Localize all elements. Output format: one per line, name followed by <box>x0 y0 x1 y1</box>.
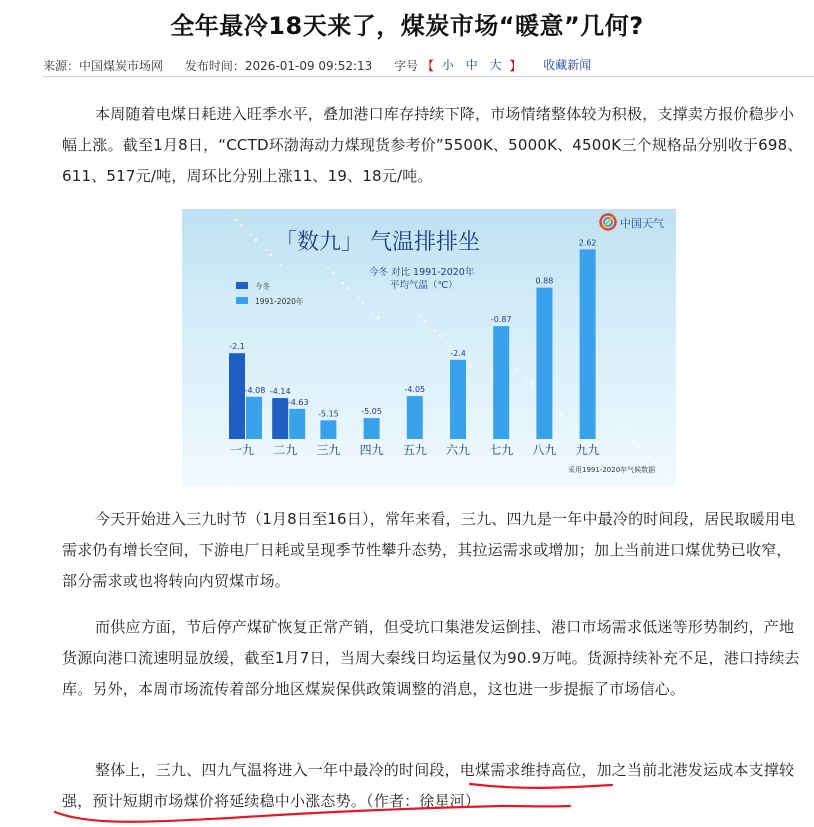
bar-climate-normal <box>450 360 466 439</box>
brand-name: 中国天气 <box>620 217 664 230</box>
snow-speck <box>449 345 451 347</box>
bar-climate-normal <box>407 396 423 439</box>
snow-speck <box>571 423 573 425</box>
bar-climate-normal <box>320 420 336 439</box>
category-label: 八九 <box>532 443 557 457</box>
chart-legend <box>236 281 304 306</box>
snow-speck <box>444 340 445 341</box>
bar-climate-normal <box>493 326 509 439</box>
snow-speck <box>474 370 475 371</box>
snow-speck <box>658 466 659 467</box>
snow-speck <box>372 312 374 314</box>
category-label: 二九 <box>273 443 298 457</box>
snow-speck <box>618 426 620 428</box>
font-size-label: 字号 <box>394 59 419 73</box>
data-label-climate-normal: -4.05 <box>404 385 426 395</box>
chart-title: 「数九」 气温排排坐 <box>275 230 480 255</box>
brand-logo <box>601 215 616 230</box>
snow-speck <box>260 244 261 245</box>
snow-speck <box>633 441 635 443</box>
snow-speck <box>367 307 368 308</box>
snow-speck <box>361 301 364 304</box>
snow-speck <box>239 223 242 226</box>
bracket-open: 【 <box>421 59 434 73</box>
chart-subtitle-line2: 平均气温（℃） <box>390 280 458 291</box>
publish-time: 发布时间：2026-01-09 09:52:13 <box>184 59 373 73</box>
snow-speck <box>322 262 323 263</box>
snow-speck <box>250 234 252 236</box>
font-size-small-link[interactable]: 小 <box>441 58 454 72</box>
snow-speck <box>183 211 184 212</box>
snow-speck <box>515 367 518 370</box>
article-paragraph: 整体上，三九、四九气温将进入一年中最冷的时间段，电煤需求维持高位，加之当前北港发运成本支撑较强，预计短期市场煤价将延续稳中小涨态势。（作者：徐星河） <box>62 761 795 810</box>
snow-speck <box>438 334 441 337</box>
snow-speck <box>235 219 237 221</box>
category-label: 六九 <box>445 443 471 457</box>
article-title: 全年最冷18天来了，煤炭市场“暖意”几何? <box>170 12 644 40</box>
snow-speck <box>265 249 267 251</box>
snow-speck <box>637 445 640 448</box>
snow-speck <box>622 430 625 433</box>
snow-speck <box>429 325 430 326</box>
snow-speck <box>521 373 522 374</box>
data-label-climate-normal: -4.08 <box>244 385 266 395</box>
snow-speck <box>269 253 272 256</box>
snow-speck <box>530 382 533 385</box>
snow-speck <box>419 315 421 317</box>
bookmark-news-link[interactable]: 收藏新闻 <box>543 58 592 72</box>
bar-climate-normal <box>536 288 552 439</box>
article-paragraph: 今天开始进入三九时节（1月8日至16日），常年来看，三九、四九是一年中最冷的时间段，居民取暖用电需求仍有增长空间，下游电厂日耗或呈现季节性攀升态势，其拉运需求或增加；加上当前进口煤优势已收窄，部分需求或也将转向内贸煤市场。 <box>62 510 796 590</box>
category-label: 九九 <box>575 443 600 457</box>
bar-current-winter <box>229 353 245 439</box>
snow-speck <box>560 412 563 415</box>
snow-speck <box>556 408 558 410</box>
snow-speck <box>434 330 436 332</box>
snow-speck <box>423 319 426 322</box>
snow-speck <box>327 267 329 269</box>
snow-speck <box>526 378 528 380</box>
category-label: 七九 <box>489 443 514 457</box>
data-label-climate-normal: -2.4 <box>450 348 466 358</box>
category-label: 三九 <box>316 443 341 457</box>
snow-speck <box>245 229 246 230</box>
snow-speck <box>275 259 276 260</box>
snow-speck <box>342 282 344 284</box>
snow-speck <box>224 478 227 481</box>
snow-speck <box>352 292 353 293</box>
snow-speck <box>357 297 359 299</box>
snow-speck <box>468 364 471 367</box>
bar-climate-normal <box>289 409 305 439</box>
category-label: 四九 <box>359 443 384 457</box>
bar-climate-normal <box>246 397 262 439</box>
bar-climate-normal <box>580 249 596 439</box>
snow-speck <box>652 460 655 463</box>
snow-speck <box>230 214 231 215</box>
bar-climate-normal <box>364 418 380 439</box>
snow-speck <box>280 264 282 266</box>
legend-label-climate-normal: 1991-2020年 <box>255 297 304 306</box>
data-label-climate-normal: -4.63 <box>287 397 309 407</box>
category-label: 一九 <box>229 443 255 457</box>
snow-speck <box>663 471 665 473</box>
font-size-large-link[interactable]: 大 <box>489 58 502 72</box>
data-label-climate-normal: -5.05 <box>361 407 382 417</box>
temperature-chart-image <box>182 209 676 486</box>
data-label-climate-normal: 2.62 <box>578 238 597 248</box>
chart-footnote: 采用1991-2020年气候数据 <box>568 466 656 474</box>
meta-divider <box>43 76 814 77</box>
snow-speck <box>254 238 257 241</box>
data-label-current-winter: -2.1 <box>229 342 245 352</box>
legend-label-current-winter: 今冬 <box>255 282 270 291</box>
font-size-medium-link[interactable]: 中 <box>465 58 478 72</box>
snow-speck <box>643 451 644 452</box>
snow-speck <box>376 316 379 319</box>
temperature-bar-chart <box>182 209 676 486</box>
snow-speck <box>566 418 567 419</box>
snow-speck <box>331 271 334 274</box>
snow-speck <box>628 436 629 437</box>
snow-speck <box>346 286 349 289</box>
data-label-climate-normal: 0.88 <box>535 276 554 286</box>
article-meta <box>43 56 814 75</box>
article-paragraph: 本周随着电煤日耗进入旺季水平，叠加港口库存持续下降，市场情绪整体较为积极，支撑卖方报价稳步小幅上涨。截至1月8日，“CCTD环渤海动力煤现货参考价”5500K、5000K、4500K三个规格品分别收于698、611、517元/吨，周环比分别上涨11、19、18元/吨。 <box>62 105 803 185</box>
data-label-climate-normal: -0.87 <box>490 315 512 325</box>
source-label: 来源：中国煤炭市场网 <box>43 59 164 73</box>
snow-speck <box>337 277 338 278</box>
category-label: 五九 <box>402 443 427 457</box>
bracket-close: 】 <box>509 59 522 73</box>
snow-speck <box>667 475 670 478</box>
snow-speck <box>648 456 650 458</box>
bar-current-winter <box>272 398 288 439</box>
chart-subtitle-line1: 今冬 对比 1991-2020年 <box>369 267 475 278</box>
data-label-current-winter: -4.14 <box>269 387 291 397</box>
article-paragraph: 而供应方面，节后停产煤矿恢复正常产销，但受坑口集港发运倒挂、港口市场需求低迷等形势制约，产地货源向港口流速明显放缓，截至1月7日，当周大秦线日均运量仅为90.9万吨。货源持续补充不足，港口持续去库。另外，本周市场流传着部分地区煤炭保供政策调整的消息，这也进一步提振了市场信心。 <box>62 618 800 698</box>
data-label-climate-normal: -5.15 <box>318 409 339 419</box>
